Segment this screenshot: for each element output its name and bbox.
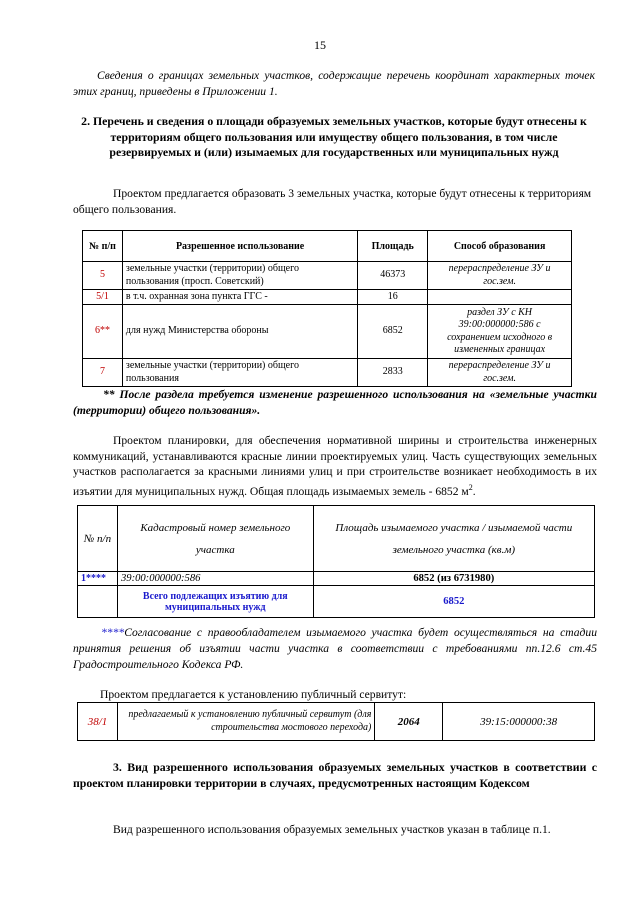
row-area: 6852 bbox=[358, 305, 428, 359]
paragraph-4: Вид разрешенного использования образуемых земельных участков указан в таблице п.1. bbox=[113, 823, 551, 836]
total-value: 6852 bbox=[313, 586, 594, 618]
row-area: 2833 bbox=[358, 359, 428, 387]
row-method: перераспределение ЗУ и гос.зем. bbox=[428, 262, 572, 290]
table-footnote: ** После раздела требуется изменение разрешенного использования на «земельные участки (территории) общего пользования». bbox=[73, 388, 597, 417]
footnote-stars: **** bbox=[101, 626, 125, 639]
row-num: 5 bbox=[83, 262, 123, 290]
row-area: 6852 (из 6731980) bbox=[313, 572, 594, 586]
col-header-cadastral: Кадастровый номер земельного участка bbox=[117, 506, 313, 572]
paragraph-3: Проектом предлагается к установлению публичный сервитут: bbox=[100, 688, 407, 701]
col-header-num: № п/п bbox=[78, 506, 118, 572]
superscript-2: 2 bbox=[468, 482, 473, 492]
row-num: 7 bbox=[83, 359, 123, 387]
page-number: 15 bbox=[314, 38, 326, 52]
row-num: 6** bbox=[83, 305, 123, 359]
row-method bbox=[428, 290, 572, 305]
section-3-heading: 3. Вид разрешенного использования образуемых земельных участков в соответствии с проектом планировки территории в случаях, предусмотренных настоящим Кодексом bbox=[73, 760, 597, 790]
col-header-method: Способ образования bbox=[428, 231, 572, 262]
paragraph-1: Проектом предлагается образовать 3 земельных участка, которые будут отнесены к территориям общего пользования. bbox=[73, 187, 592, 216]
land-plots-table bbox=[82, 230, 572, 387]
table-row bbox=[83, 305, 572, 359]
easement-num: 38/1 bbox=[78, 703, 118, 741]
section-2-heading: 2. Перечень и сведения о площади образуемых земельных участков, которые будут отнесены к территориям общего пользования или имуществу общего пользования, в том числе резервируемых и (или) изымаемых для государственных или муниципальных нужд bbox=[81, 114, 587, 159]
easement-cadastral: 39:15:000000:38 bbox=[443, 703, 595, 741]
row-cadastral: 39:00:000000:586 bbox=[117, 572, 313, 586]
paragraph-2 bbox=[73, 433, 597, 499]
table-row bbox=[83, 262, 572, 290]
table-total-row bbox=[78, 586, 595, 618]
row-method: перераспределение ЗУ и гос.зем. bbox=[428, 359, 572, 387]
row-num: 5/1 bbox=[83, 290, 123, 305]
row-use: земельные участки (территории) общего пользования (просп. Советский) bbox=[122, 262, 357, 290]
total-label: Всего подлежащих изъятию для муниципальных нужд bbox=[117, 586, 313, 618]
row-use: для нужд Министерства обороны bbox=[122, 305, 357, 359]
row-num: 1**** bbox=[78, 572, 118, 586]
intro-paragraph: Сведения о границах земельных участков, содержащие перечень координат характерных точек этих границ, приведены в Приложении 1. bbox=[73, 69, 595, 98]
footnote-text: Согласование с правообладателем изымаемого участка будет осуществляться на стадии принятия решения об изъятии части участка в соответствии с требованиями пп.12.6 ст.45 Градостроительного Кодекса РФ. bbox=[73, 626, 597, 671]
paragraph-2-text: Проектом планировки, для обеспечения нормативной ширины и строительства инженерных коммуникаций, устанавливаются красные линии проектируемых улиц. Часть существующих земельных участков располагается за красными линиями улиц и при строительстве возникает необходимость в их изъятии для муниципальных нужд. Общая площадь изымаемых земель - 6852 м bbox=[73, 434, 597, 498]
col-header-num: № п/п bbox=[83, 231, 123, 262]
easement-table bbox=[77, 702, 595, 741]
row-use: в т.ч. охранная зона пункта ГГС - bbox=[122, 290, 357, 305]
seizure-footnote bbox=[73, 625, 597, 673]
empty-cell bbox=[78, 586, 118, 618]
seizure-table bbox=[77, 505, 595, 618]
row-method: раздел ЗУ с КН 39:00:000000:586 с сохранением исходного в измененных границах bbox=[428, 305, 572, 359]
row-area: 46373 bbox=[358, 262, 428, 290]
col-header-area: Площадь bbox=[358, 231, 428, 262]
table-header-row bbox=[83, 231, 572, 262]
table-row bbox=[83, 290, 572, 305]
row-area: 16 bbox=[358, 290, 428, 305]
table-row bbox=[78, 572, 595, 586]
table-row bbox=[78, 703, 595, 741]
col-header-area: Площадь изымаемого участка / изымаемой части земельного участка (кв.м) bbox=[313, 506, 594, 572]
col-header-use: Разрешенное использование bbox=[122, 231, 357, 262]
table-row bbox=[83, 359, 572, 387]
row-use: земельные участки (территории) общего пользования bbox=[122, 359, 357, 387]
table-header-row bbox=[78, 506, 595, 572]
paragraph-2-end: . bbox=[472, 484, 476, 498]
easement-area: 2064 bbox=[375, 703, 443, 741]
easement-desc: предлагаемый к установлению публичный сервитут (для строительства мостового перехода) bbox=[117, 703, 374, 741]
